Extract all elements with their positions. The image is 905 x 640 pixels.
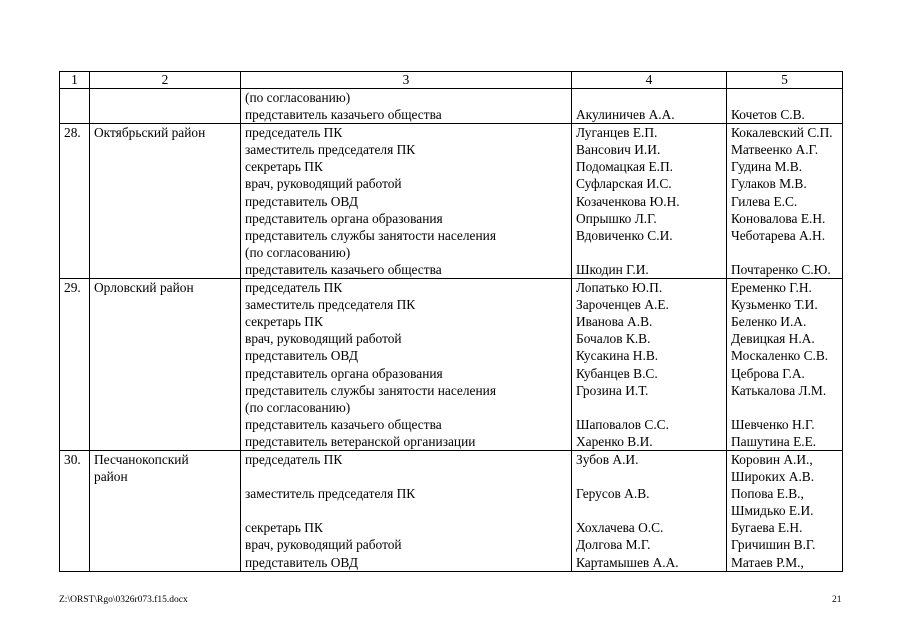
member-text: Шкодин Г.И. <box>576 261 649 277</box>
reserve-text: Чеботарева А.Н. <box>731 227 826 243</box>
role-text: представитель ветеранской организации <box>245 433 476 449</box>
member-text: Герусов А.В. <box>576 486 650 502</box>
reserve-text: Кочетов С.В. <box>731 107 805 123</box>
member-text: Хохлачева О.С. <box>576 520 664 536</box>
reserve-text: Попова Е.В., <box>731 486 804 502</box>
reserve-text: Матаев Р.М., <box>731 554 804 570</box>
member-text <box>576 468 722 485</box>
role-text <box>245 468 567 485</box>
district-line: Песчанокопский <box>94 451 189 467</box>
member-text: Зубов А.И. <box>576 451 639 467</box>
role-text: врач, руководящий работой <box>245 176 402 192</box>
district-line: район <box>94 469 128 485</box>
member-text: Кусакина Н.В. <box>576 348 659 364</box>
reserve-text: Кокалевский С.П. <box>731 125 833 141</box>
reserve-text: Гудина М.В. <box>731 159 803 175</box>
role-column <box>241 279 572 451</box>
reserve-text: Девицкая Н.А. <box>731 331 815 347</box>
reserve-text: Цеброва Г.А. <box>731 365 805 381</box>
member-text: Долгова М.Г. <box>576 537 651 553</box>
reserve-text: Москаленко С.В. <box>731 348 829 364</box>
role-text: представитель ОВД <box>245 554 358 570</box>
member-text: Вдовиченко С.И. <box>576 227 673 243</box>
role-text: представитель службы занятости населения <box>245 382 496 398</box>
col-header-1: 1 <box>60 72 90 89</box>
district-name <box>90 450 241 571</box>
district-line: Орловский район <box>94 280 194 296</box>
role-text: заместитель председателя ПК <box>245 297 416 313</box>
role-column <box>241 450 572 571</box>
table-row <box>60 124 843 279</box>
reserve-text: Пашутина Е.Е. <box>731 433 817 449</box>
reserve-text: Коновалова Е.Н. <box>731 210 826 226</box>
member-text <box>576 502 722 519</box>
role-text: секретарь ПК <box>245 314 323 330</box>
reserve-column <box>727 89 843 124</box>
reserve-text: Бугаева Е.Н. <box>731 520 803 536</box>
role-text <box>245 502 567 519</box>
table-row <box>60 279 843 451</box>
col-header-2: 2 <box>90 72 241 89</box>
role-text: представитель казачьего общества <box>245 261 442 277</box>
row-number <box>60 89 90 124</box>
reserve-text: Почтаренко С.Ю. <box>731 261 831 277</box>
reserve-text: Гилева Е.С. <box>731 193 798 209</box>
member-text: Козаченкова Ю.Н. <box>576 193 680 209</box>
member-text: Шаповалов С.С. <box>576 416 669 432</box>
commission-table <box>59 71 843 572</box>
member-text <box>576 89 722 106</box>
member-column <box>572 279 727 451</box>
row-number: 30. <box>60 450 90 571</box>
reserve-text: Матвеенко А.Г. <box>731 142 819 158</box>
role-text: заместитель председателя ПК <box>245 486 416 502</box>
reserve-text: Шмидько Е.И. <box>731 503 814 519</box>
member-text: Бочалов К.В. <box>576 331 651 347</box>
member-text: Опрышко Л.Г. <box>576 210 657 226</box>
role-text: представитель казачьего общества <box>245 107 442 123</box>
role-text: представитель службы занятости населения <box>245 227 496 243</box>
footer-file-path: Z:\ORST\Rgo\0326r073.f15.docx <box>59 595 188 605</box>
col-header-5: 5 <box>727 72 843 89</box>
role-column <box>241 89 572 124</box>
member-text <box>576 399 722 416</box>
member-text: Вансович И.И. <box>576 142 661 158</box>
row-number: 29. <box>60 279 90 451</box>
reserve-text: Еременко Г.Н. <box>731 280 812 296</box>
role-text: представитель ОВД <box>245 348 358 364</box>
role-text: председатель ПК <box>245 451 343 467</box>
district-name <box>90 89 241 124</box>
member-text: Грозина И.Т. <box>576 382 649 398</box>
role-text: (по согласованию) <box>245 244 351 260</box>
header-row <box>60 72 843 89</box>
reserve-column <box>727 279 843 451</box>
reserve-text <box>731 399 838 416</box>
role-column <box>241 124 572 279</box>
role-text: представитель ОВД <box>245 193 358 209</box>
reserve-column <box>727 124 843 279</box>
member-text: Суфларская И.С. <box>576 176 672 192</box>
district-name <box>90 279 241 451</box>
col-header-3: 3 <box>241 72 572 89</box>
role-text: председатель ПК <box>245 280 343 296</box>
role-text: врач, руководящий работой <box>245 331 402 347</box>
member-text: Кубанцев В.С. <box>576 365 658 381</box>
table-row <box>60 450 843 571</box>
reserve-text: Гричишин В.Г. <box>731 537 816 553</box>
col-header-4: 4 <box>572 72 727 89</box>
reserve-text: Шевченко Н.Г. <box>731 416 815 432</box>
reserve-text: Коровин А.И., <box>731 451 813 467</box>
member-text: Акулиничев А.А. <box>576 107 675 123</box>
reserve-text: Кузьменко Т.И. <box>731 297 818 313</box>
member-text: Иванова А.В. <box>576 314 653 330</box>
role-text: председатель ПК <box>245 125 343 141</box>
member-text: Картамышев А.А. <box>576 554 679 570</box>
member-column <box>572 124 727 279</box>
role-text: врач, руководящий работой <box>245 537 402 553</box>
district-line: Октябрьский район <box>94 125 206 141</box>
reserve-text: Катькалова Л.М. <box>731 382 827 398</box>
table-row <box>60 89 843 124</box>
role-text: заместитель председателя ПК <box>245 142 416 158</box>
member-column <box>572 450 727 571</box>
member-column <box>572 89 727 124</box>
member-text: Луганцев Е.П. <box>576 125 658 141</box>
footer-page-number: 21 <box>832 595 842 605</box>
member-text <box>576 244 722 261</box>
member-text: Подомацкая Е.П. <box>576 159 674 175</box>
reserve-text: Широких А.В. <box>731 469 815 485</box>
role-text: (по согласованию) <box>245 399 351 415</box>
reserve-text: Беленко И.А. <box>731 314 807 330</box>
reserve-text <box>731 89 838 106</box>
role-text: представитель казачьего общества <box>245 416 442 432</box>
role-text: секретарь ПК <box>245 520 323 536</box>
member-text: Зароченцев А.Е. <box>576 297 669 313</box>
role-text: представитель органа образования <box>245 210 443 226</box>
reserve-column <box>727 450 843 571</box>
reserve-text <box>731 244 838 261</box>
reserve-text: Гулаков М.В. <box>731 176 807 192</box>
role-text: (по согласованию) <box>245 90 351 105</box>
district-name <box>90 124 241 279</box>
row-number: 28. <box>60 124 90 279</box>
role-text: представитель органа образования <box>245 365 443 381</box>
member-text: Харенко В.И. <box>576 433 653 449</box>
member-text: Лопатько Ю.П. <box>576 280 663 296</box>
role-text: секретарь ПК <box>245 159 323 175</box>
